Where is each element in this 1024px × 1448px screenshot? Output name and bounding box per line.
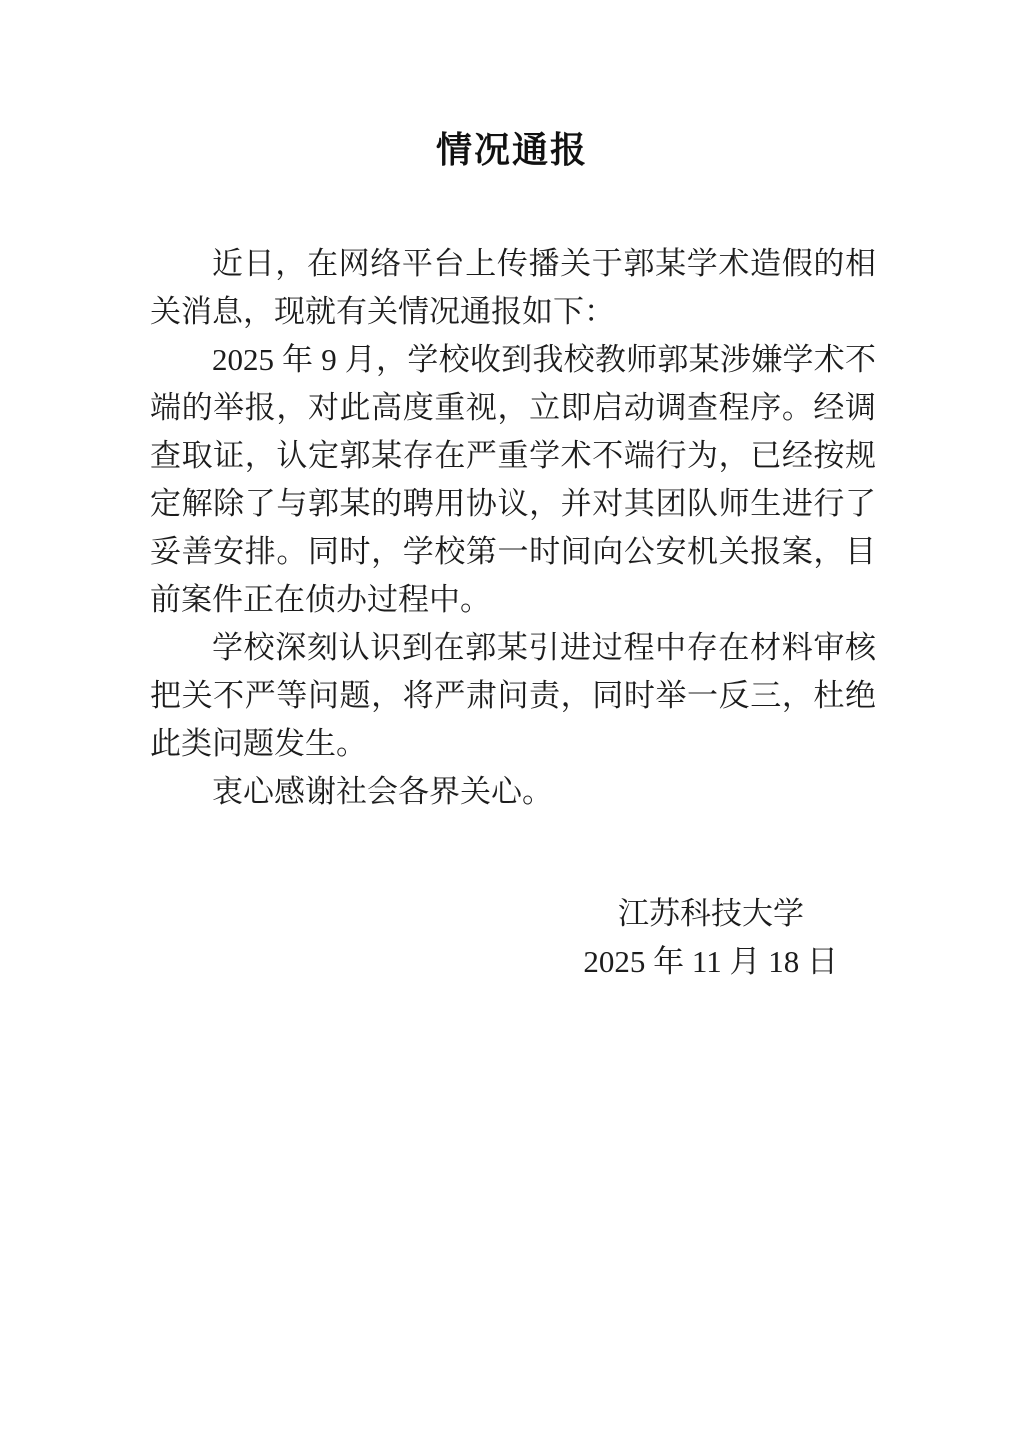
document-paragraph: 衷心感谢社会各界关心。 [212, 774, 553, 809]
document-body [150, 240, 876, 816]
document-paragraph: 2025 年 9 月，学校收到我校教师郭某涉嫌学术不端的举报，对此高度重视，立即启动调查程序。经调查取证，认定郭某存在严重学术不端行为，已经按规定解除了与郭某的聘用协议，并对其团队师生进行了妥善安排。同时，学校第一时间向公安机关报案，目前案件正在侦办过程中。 [150, 342, 876, 617]
signature-date: 2025 年 11 月 18 日 [583, 944, 838, 979]
signature-block [150, 890, 876, 986]
document-paragraph: 学校深刻认识到在郭某引进过程中存在材料审核把关不严等问题，将严肃问责，同时举一反三，杜绝此类问题发生。 [150, 630, 876, 761]
document-paragraph: 近日，在网络平台上传播关于郭某学术造假的相关消息，现就有关情况通报如下： [150, 246, 876, 329]
signature-organization: 江苏科技大学 [618, 896, 804, 931]
document-title: 情况通报 [435, 129, 588, 170]
